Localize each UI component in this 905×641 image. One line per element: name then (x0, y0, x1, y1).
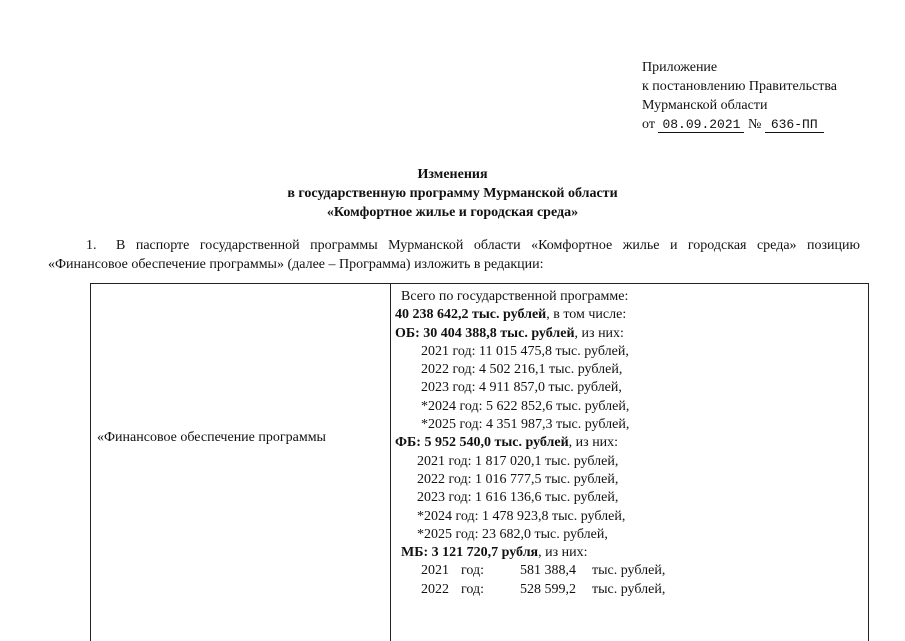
approval-date-line (642, 115, 837, 134)
mb-value: МБ: 3 121 720,7 рубля (401, 545, 539, 561)
paragraph-1 (48, 236, 860, 274)
mb-row (395, 562, 865, 580)
table-column-divider (390, 284, 391, 641)
paragraph-text-line2: «Финансовое обеспечение программы» (далее – Программа) изложить в редакции: (48, 257, 544, 272)
financing-table (90, 283, 869, 641)
total-label: Всего по государственной программе: (401, 289, 629, 304)
ob-row: *2024 год: 5 622 852,6 тыс. рублей, (421, 398, 630, 414)
ob-row: 2021 год: 11 015 475,8 тыс. рублей, (421, 343, 629, 359)
total-line (395, 306, 865, 324)
number-prefix: № (747, 117, 762, 132)
ob-row: 2023 год: 4 911 857,0 тыс. рублей, (421, 380, 622, 396)
mb-row-year: 2021 (421, 563, 449, 579)
mb-suffix: , из них: (538, 545, 588, 561)
mb-row (395, 581, 865, 599)
approval-resolution: к постановлению Правительства (642, 79, 838, 94)
mb-row-unit: тыс. рублей, (592, 581, 666, 597)
mb-row-year: 2022 (421, 581, 449, 597)
document-heading (0, 165, 905, 222)
date-prefix: от (642, 117, 655, 132)
paragraph-number: 1. (86, 238, 97, 253)
heading-program-name: «Комфортное жилье и городская среда» (326, 205, 579, 220)
ob-row: *2025 год: 4 351 987,3 тыс. рублей, (421, 417, 630, 433)
approval-date: 08.09.2021 (658, 117, 744, 133)
heading-subtitle: в государственную программу Мурманской области (287, 186, 618, 201)
mb-row-unit: тыс. рублей, (592, 563, 666, 579)
approval-title: Приложение (642, 60, 718, 75)
total-value: 40 238 642,2 тыс. рублей (395, 307, 547, 323)
mb-row-value: 528 599,2 (520, 581, 576, 597)
total-suffix: , в том числе: (546, 307, 627, 323)
mb-line (395, 544, 865, 562)
paragraph-first-line (48, 236, 860, 255)
fb-row: 2021 год: 1 817 020,1 тыс. рублей, (417, 453, 619, 469)
approval-number: 636-ПП (765, 117, 824, 133)
fb-row: *2024 год: 1 478 923,8 тыс. рублей, (417, 508, 626, 524)
mb-row-god: год: (461, 581, 485, 597)
fb-line (395, 434, 865, 452)
ob-suffix: , из них: (574, 325, 624, 341)
fb-row: 2022 год: 1 016 777,5 тыс. рублей, (417, 471, 619, 487)
table-left-label: «Финансовое обеспечение программы (97, 430, 326, 445)
fb-row: *2025 год: 23 682,0 тыс. рублей, (417, 526, 608, 542)
mb-row-value: 581 388,4 (520, 563, 576, 579)
ob-row: 2022 год: 4 502 216,1 тыс. рублей, (421, 362, 623, 378)
fb-value: ФБ: 5 952 540,0 тыс. рублей (395, 435, 569, 451)
approval-region: Мурманской области (642, 98, 768, 113)
table-right-cell (395, 288, 865, 599)
mb-row-god: год: (461, 563, 485, 579)
ob-line (395, 325, 865, 343)
approval-block (642, 58, 837, 134)
fb-suffix: , из них: (568, 435, 619, 451)
heading-title: Изменения (417, 167, 488, 182)
ob-value: ОБ: 30 404 388,8 тыс. рублей (395, 325, 575, 341)
paragraph-text-line1: В паспорте государственной программы Мурманской области «Комфортное жилье и городская среда» позицию (116, 238, 860, 253)
fb-row: 2023 год: 1 616 136,6 тыс. рублей, (417, 490, 619, 506)
